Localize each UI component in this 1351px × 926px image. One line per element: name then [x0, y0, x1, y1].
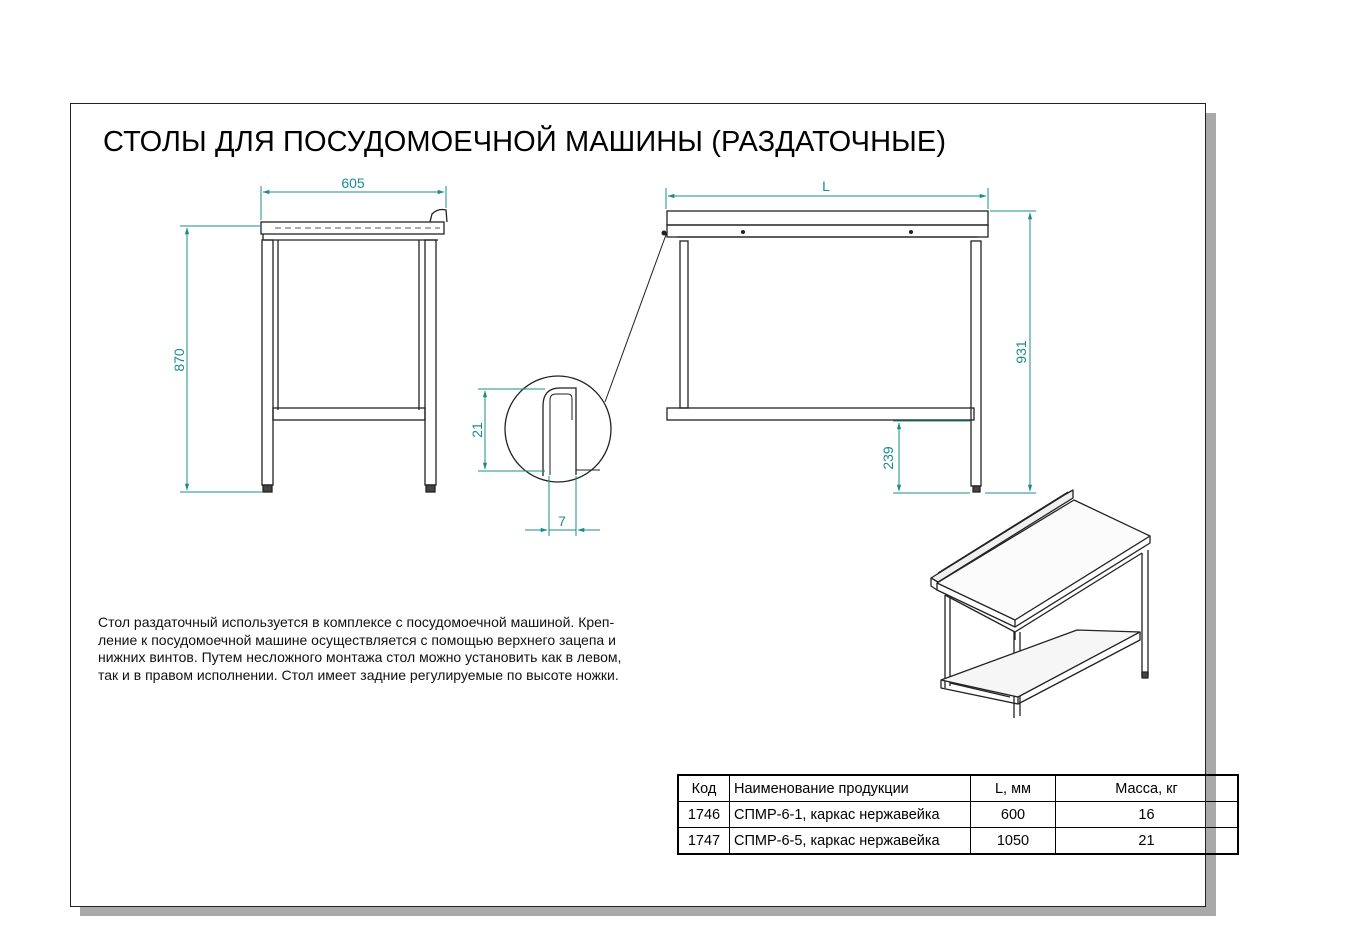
dim-front-length: L	[822, 178, 830, 194]
description-line: ление к посудомоечной машине осуществляется с помощью верхнего зацепа и	[98, 631, 616, 648]
dim-detail-width: 7	[558, 513, 566, 529]
side-upstand	[430, 210, 447, 223]
side-view	[261, 210, 447, 493]
header-code: Код	[678, 775, 730, 802]
cell-mass: 16	[1056, 802, 1239, 828]
side-leg-left	[262, 240, 273, 485]
side-dimensions	[180, 186, 446, 492]
detail-circle	[505, 376, 611, 482]
cell-length: 1050	[971, 828, 1056, 855]
isometric-view	[931, 490, 1150, 718]
table-row	[678, 828, 1238, 855]
header-name: Наименование продукции	[730, 775, 971, 802]
cell-code: 1747	[678, 828, 730, 855]
side-crossbar	[273, 408, 425, 420]
table-row	[678, 802, 1238, 828]
page-title: СТОЛЫ ДЛЯ ПОСУДОМОЕЧНОЙ МАШИНЫ (РАЗДАТОЧНЫЕ)	[103, 126, 947, 158]
description-line: Стол раздаточный используется в комплексе с посудомоечной машиной. Креп-	[98, 614, 615, 630]
dim-front-height: 931	[1013, 340, 1029, 364]
side-leg-right	[425, 240, 436, 485]
front-view	[667, 211, 988, 492]
cell-length: 600	[971, 802, 1056, 828]
description-line: нижних винтов. Путем несложного монтажа стол можно установить как в левом,	[98, 649, 622, 665]
product-description	[98, 614, 708, 684]
dim-side-height: 870	[171, 348, 187, 372]
front-upstand	[667, 211, 988, 225]
cell-mass: 21	[1056, 828, 1239, 855]
cell-name: СПМР-6-1, каркас нержавейка	[730, 802, 971, 828]
detail-dimensions	[478, 389, 600, 536]
detail-view	[505, 231, 667, 483]
description-line: так и в правом исполнении. Стол имеет задние регулируемые по высоте ножки.	[98, 666, 619, 683]
header-length: L, мм	[971, 775, 1056, 802]
dim-detail-height: 21	[469, 422, 485, 438]
front-leg-left	[680, 241, 688, 408]
iso-shelf	[941, 630, 1140, 697]
front-leg-right	[971, 241, 981, 486]
front-shelf	[667, 408, 974, 420]
product-table	[677, 774, 1239, 855]
cell-code: 1746	[678, 802, 730, 828]
dim-side-width: 605	[341, 175, 365, 191]
iso-leg-back-right	[1142, 550, 1148, 676]
detail-leader	[605, 232, 667, 402]
front-tabletop	[667, 225, 988, 237]
header-mass: Масса, кг	[1056, 775, 1239, 802]
dim-shelf-height: 239	[880, 446, 896, 470]
cell-name: СПМР-6-5, каркас нержавейка	[730, 828, 971, 855]
iso-leg-front-left	[945, 595, 950, 688]
table-header-row	[678, 775, 1238, 802]
